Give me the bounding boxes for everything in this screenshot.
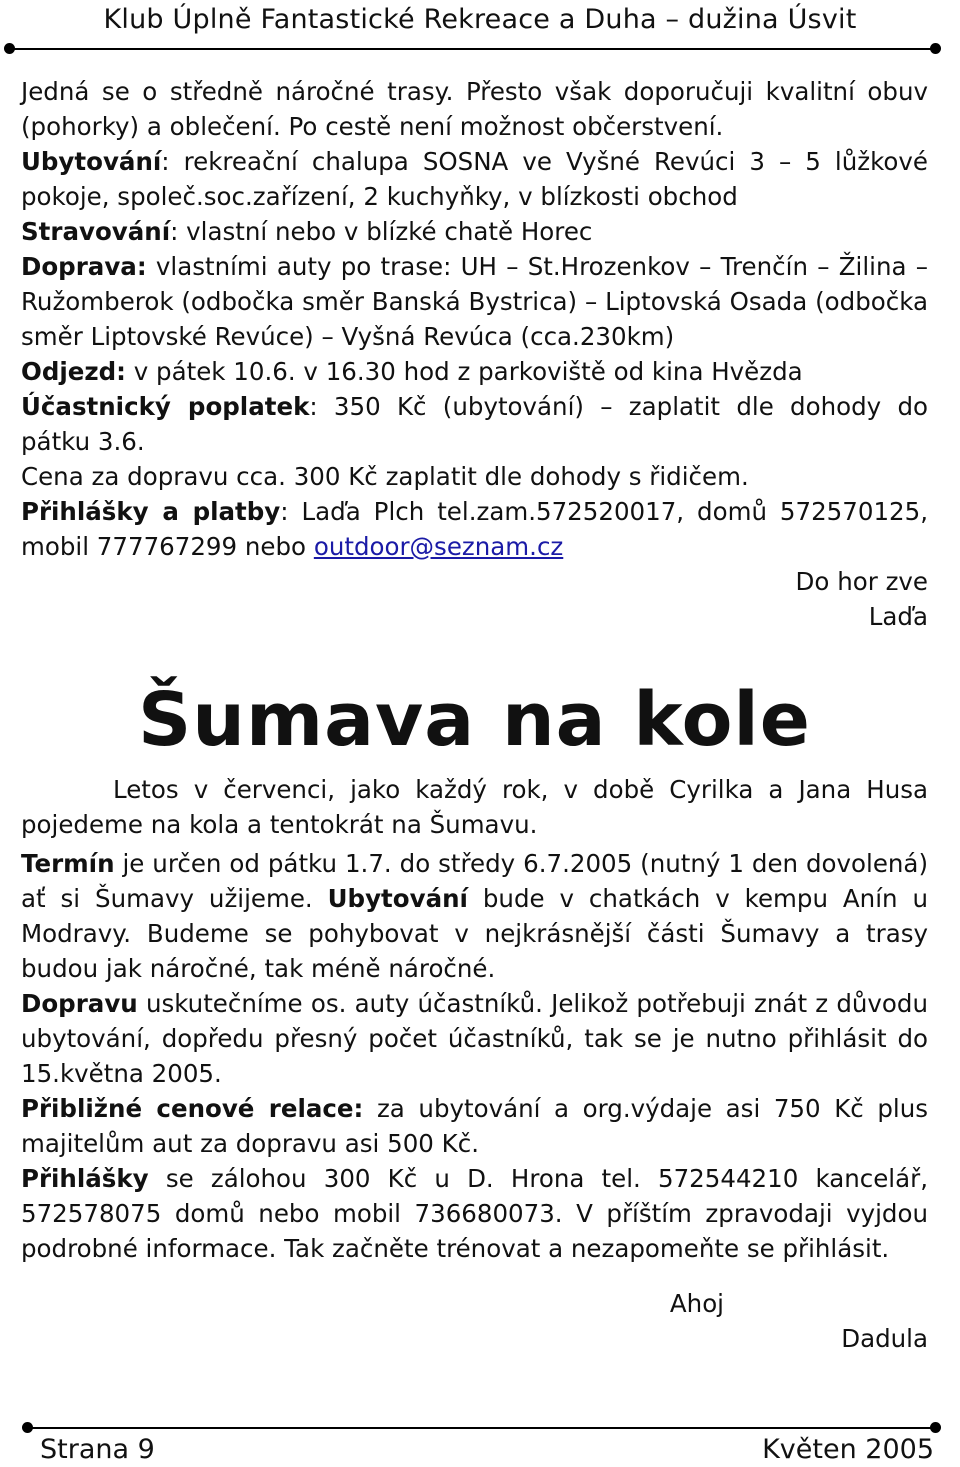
meals-label: Stravování — [21, 217, 171, 246]
bike-transport-paragraph: Dopravu uskutečníme os. auty účastníků. Jelikož potřebuji znát z důvodu ubytování, dopředu přesný počet účastníků, tak se je nutno přihlásit do 15.května 2005. — [21, 989, 928, 1088]
header-rule-dot-left — [4, 43, 15, 54]
price-label: Přibližné cenové relace: — [21, 1094, 364, 1123]
price-paragraph: Přibližné cenové relace: za ubytování a org.výdaje asi 750 Kč plus majitelům aut za dopravu asi 500 Kč. — [21, 1094, 928, 1158]
transport-label: Doprava: — [21, 252, 147, 281]
footer-rule — [27, 1427, 935, 1429]
article-title: Šumava na kole — [138, 677, 811, 763]
departure-label: Odjezd: — [21, 357, 126, 386]
header-rule-dot-right — [930, 43, 941, 54]
transport-paragraph: Doprava: vlastními auty po trase: UH – St.Hrozenkov – Trenčín – Žilina – Ružomberok (odbočka směr Banská Bystrica) – Liptovská Osada (odbočka směr Liptovské Revúce) – Vyšná Revúca (cca.230km) — [21, 252, 928, 351]
bike-signup-label: Přihlášky — [21, 1164, 149, 1193]
accommodation-paragraph: Ubytování: rekreační chalupa SOSNA ve Vyšné Revúci 3 – 5 lůžkové pokoje, společ.soc.zařízení, 2 kuchyňky, v blízkosti obchod — [21, 147, 928, 211]
email-link[interactable]: outdoor@seznam.cz — [313, 532, 564, 561]
bike-transport-label: Dopravu — [21, 989, 138, 1018]
issue-date: Květen 2005 — [762, 1434, 934, 1465]
footer-rule-dot-right — [930, 1422, 941, 1433]
fare-paragraph: Cena za dopravu cca. 300 Kč zaplatit dle dohody s řidičem. — [21, 462, 749, 491]
bike-signature: Dadula — [841, 1324, 928, 1353]
bike-closing: Ahoj — [669, 1289, 724, 1318]
header-rule — [9, 48, 935, 50]
meals-paragraph: Stravování: vlastní nebo v blízké chatě Horec — [21, 217, 593, 246]
page-content — [21, 74, 928, 1356]
newsletter-header-title: Klub Úplně Fantastické Rekreace a Duha – dužina Úsvit — [103, 4, 857, 35]
bike-intro-paragraph: Letos v červenci, jako každý rok, v době Cyrilka a Jana Husa pojedeme na kola a tentokrát na Šumavu. — [21, 775, 928, 839]
trip-intro-paragraph: Jedná se o středně náročné trasy. Přesto však doporučuji kvalitní obuv (pohorky) a oblečení. Po cestě není možnost občerstvení. — [21, 77, 928, 141]
accommodation-label: Ubytování — [21, 147, 162, 176]
bike-accommodation-label: Ubytování — [327, 884, 468, 913]
page-number: Strana 9 — [40, 1434, 155, 1465]
trip-closing: Do hor zve — [795, 567, 928, 596]
fee-paragraph: Účastnický poplatek: 350 Kč (ubytování) – zaplatit dle dohody do pátku 3.6. — [21, 392, 928, 456]
trip-signature: Laďa — [868, 602, 928, 631]
fee-label: Účastnický poplatek — [21, 392, 310, 421]
term-label: Termín — [21, 849, 115, 878]
bike-signup-paragraph: Přihlášky se zálohou 300 Kč u D. Hrona tel. 572544210 kancelář, 572578075 domů nebo mobil 736680073. V příštím zpravodaji vyjdou podrobné informace. Tak začněte trénovat a nezapomeňte se přihlásit. — [21, 1164, 928, 1263]
signup-paragraph: Přihlášky a platby: Laďa Plch tel.zam.572520017, domů 572570125, mobil 777767299 nebo outdoor@seznam.cz — [21, 497, 928, 561]
signup-label: Přihlášky a platby — [21, 497, 281, 526]
footer-rule-dot-left — [22, 1422, 33, 1433]
departure-paragraph: Odjezd: v pátek 10.6. v 16.30 hod z parkoviště od kina Hvězda — [21, 357, 803, 386]
bike-term-paragraph: Termín je určen od pátku 1.7. do středy 6.7.2005 (nutný 1 den dovolená) ať si Šumavy užijeme. Ubytování bude v chatkách v kempu Anín u Modravy. Budeme se pohybovat v nejkrásnější části Šumavy a trasy budou jak náročné, tak méně náročné. — [21, 849, 928, 983]
